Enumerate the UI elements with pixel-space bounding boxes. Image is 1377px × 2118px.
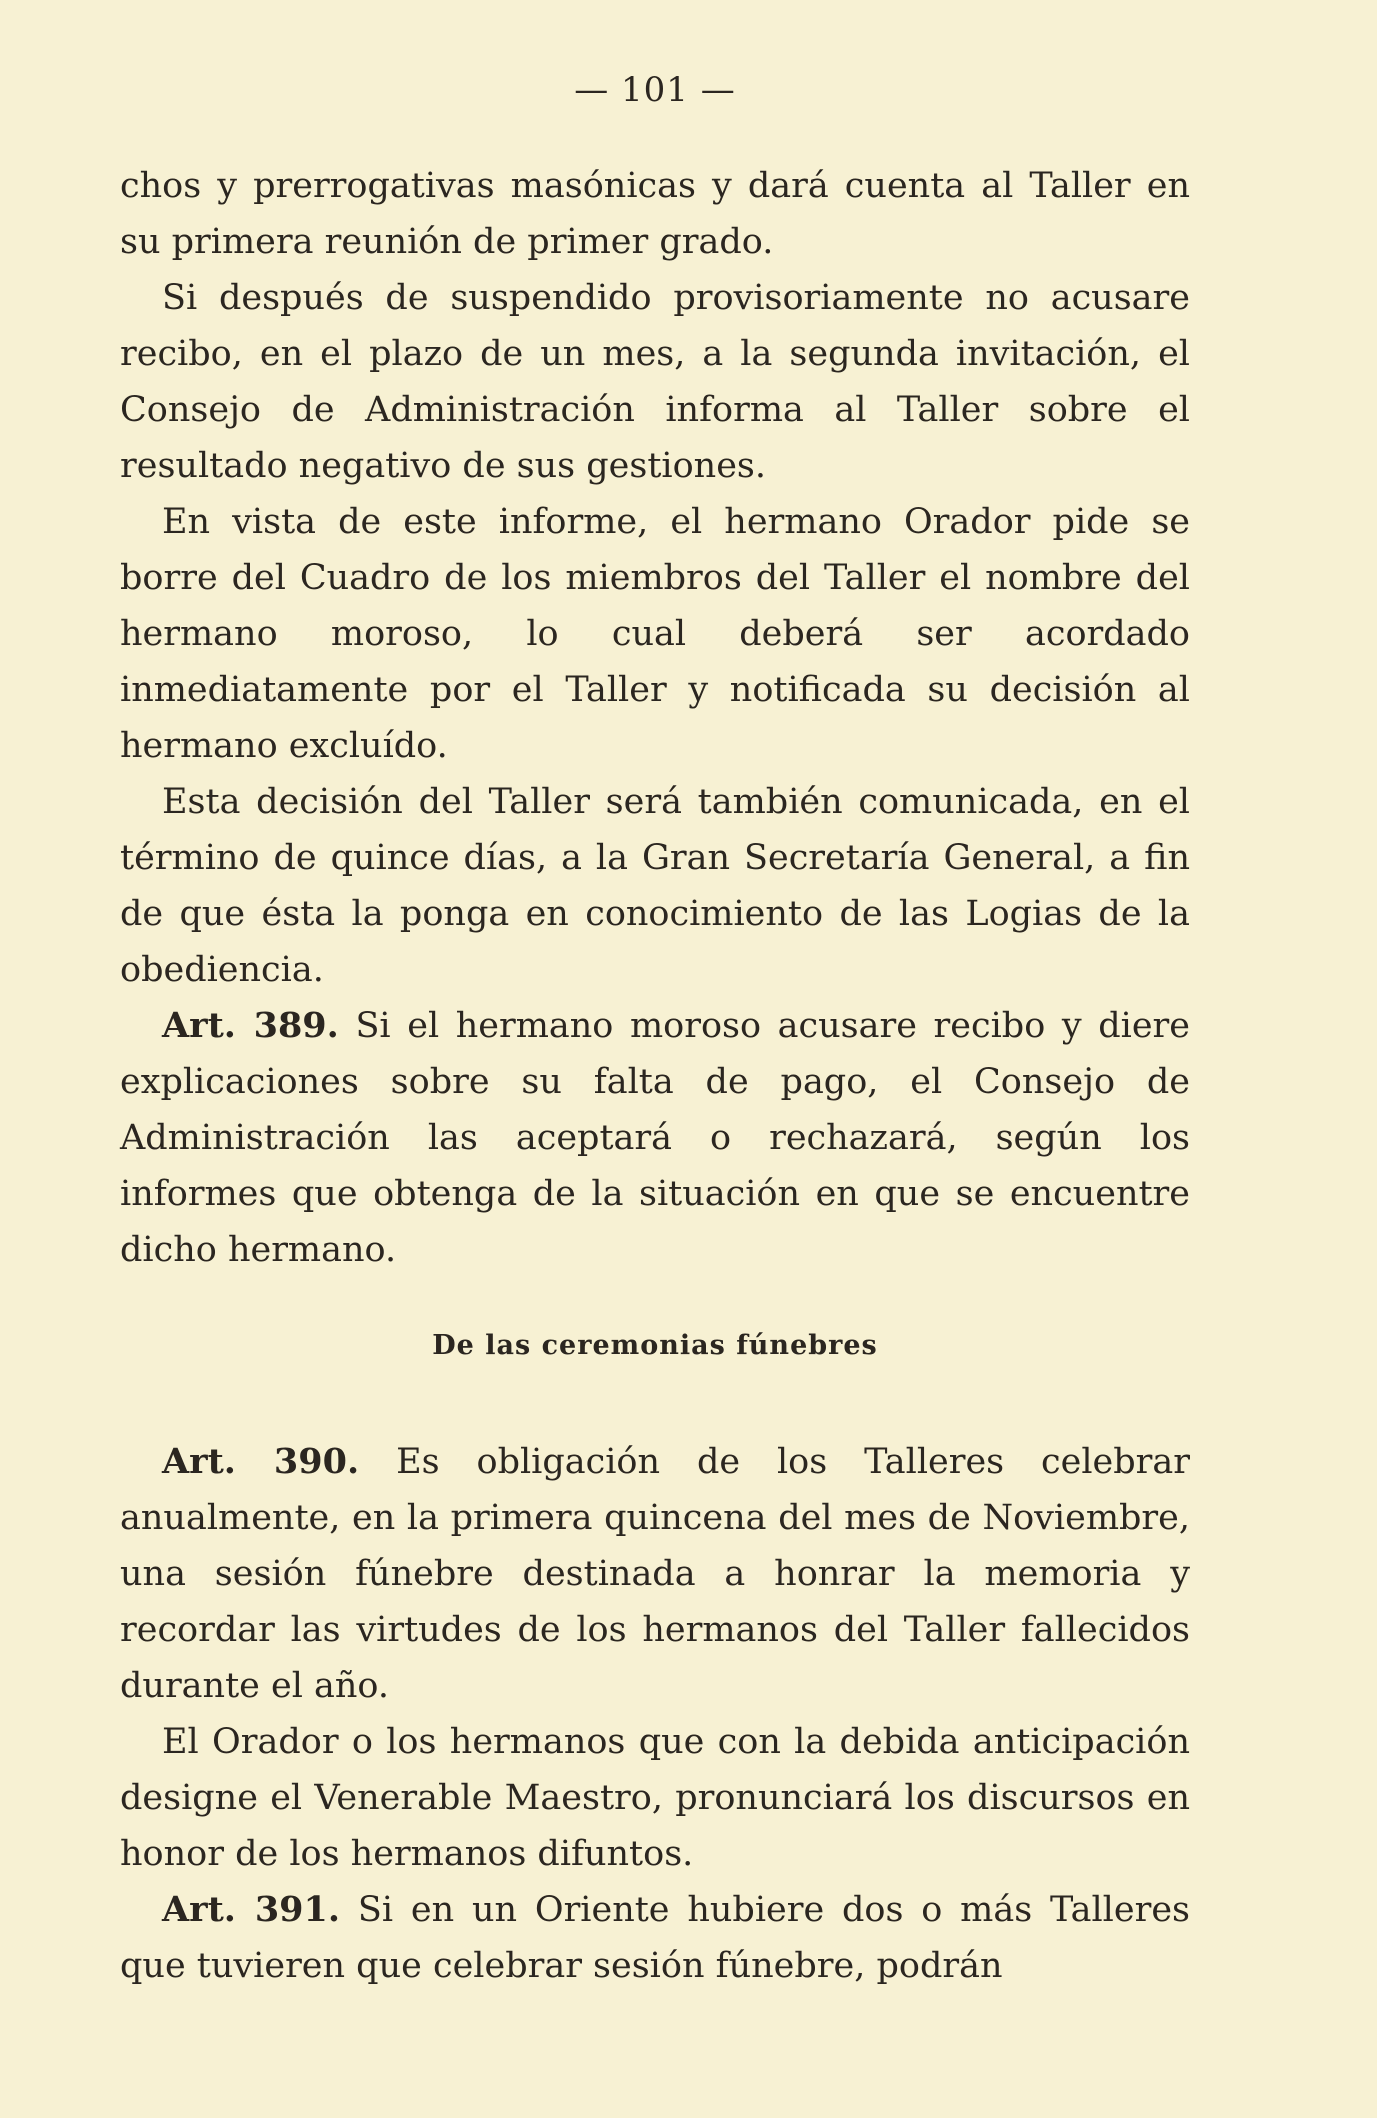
paragraph-orador-report: En vista de este informe, el hermano Orador pide se borre del Cuadro de los miembros del Taller el nombre del hermano moroso, lo cual deberá ser acordado inmediatamente por el Taller y notificada su decisión al hermano excluído. [120, 502, 1190, 766]
article-391-text: Si en un Oriente hubiere dos o más Talleres que tuvieren que celebrar sesión fúnebre, podrán [120, 1890, 1190, 1986]
article-389-text: Si el hermano moroso acusare recibo y diere explicaciones sobre su falta de pago, el Consejo de Administración las aceptará o rechazará, según los informes que obtenga de la situación en que se encuentre dicho hermano. [120, 1006, 1190, 1270]
article-389-label: Art. 389. [162, 1005, 339, 1046]
article-390-text: Es obligación de los Talleres celebrar anualmente, en la primera quincena del mes de Noviembre, una sesión fúnebre destinada a honrar la memoria y recordar las virtudes de los hermanos del Taller fallecidos durante el año. [120, 1442, 1190, 1706]
paragraph-suspension: Si después de suspendido provisoriamente no acusare recibo, en el plazo de un mes, a la segunda invitación, el Consejo de Administración informa al Taller sobre el resultado negativo de sus gestiones. [120, 278, 1190, 486]
page-number: — 101 — [574, 70, 736, 110]
article-391 [120, 1882, 1190, 1994]
paragraph-continuation: chos y prerrogativas masónicas y dará cuenta al Taller en su primera reunión de primer grado. [120, 166, 1190, 262]
article-391-label: Art. 391. [162, 1889, 341, 1930]
document-page [120, 60, 1190, 2050]
paragraph-discursos: El Orador o los hermanos que con la debida anticipación designe el Venerable Maestro, pronunciará los discursos en honor de los hermanos difuntos. [120, 1722, 1190, 1874]
article-390-label: Art. 390. [162, 1441, 360, 1482]
article-389 [120, 998, 1190, 1278]
article-390 [120, 1434, 1190, 1714]
body-text [120, 158, 1190, 1994]
paragraph-decision: Esta decisión del Taller será también comunicada, en el término de quince días, a la Gran Secretaría General, a fin de que ésta la ponga en conocimiento de las Logias de la obediencia. [120, 782, 1190, 990]
section-heading: De las ceremonias fúnebres [432, 1330, 878, 1361]
